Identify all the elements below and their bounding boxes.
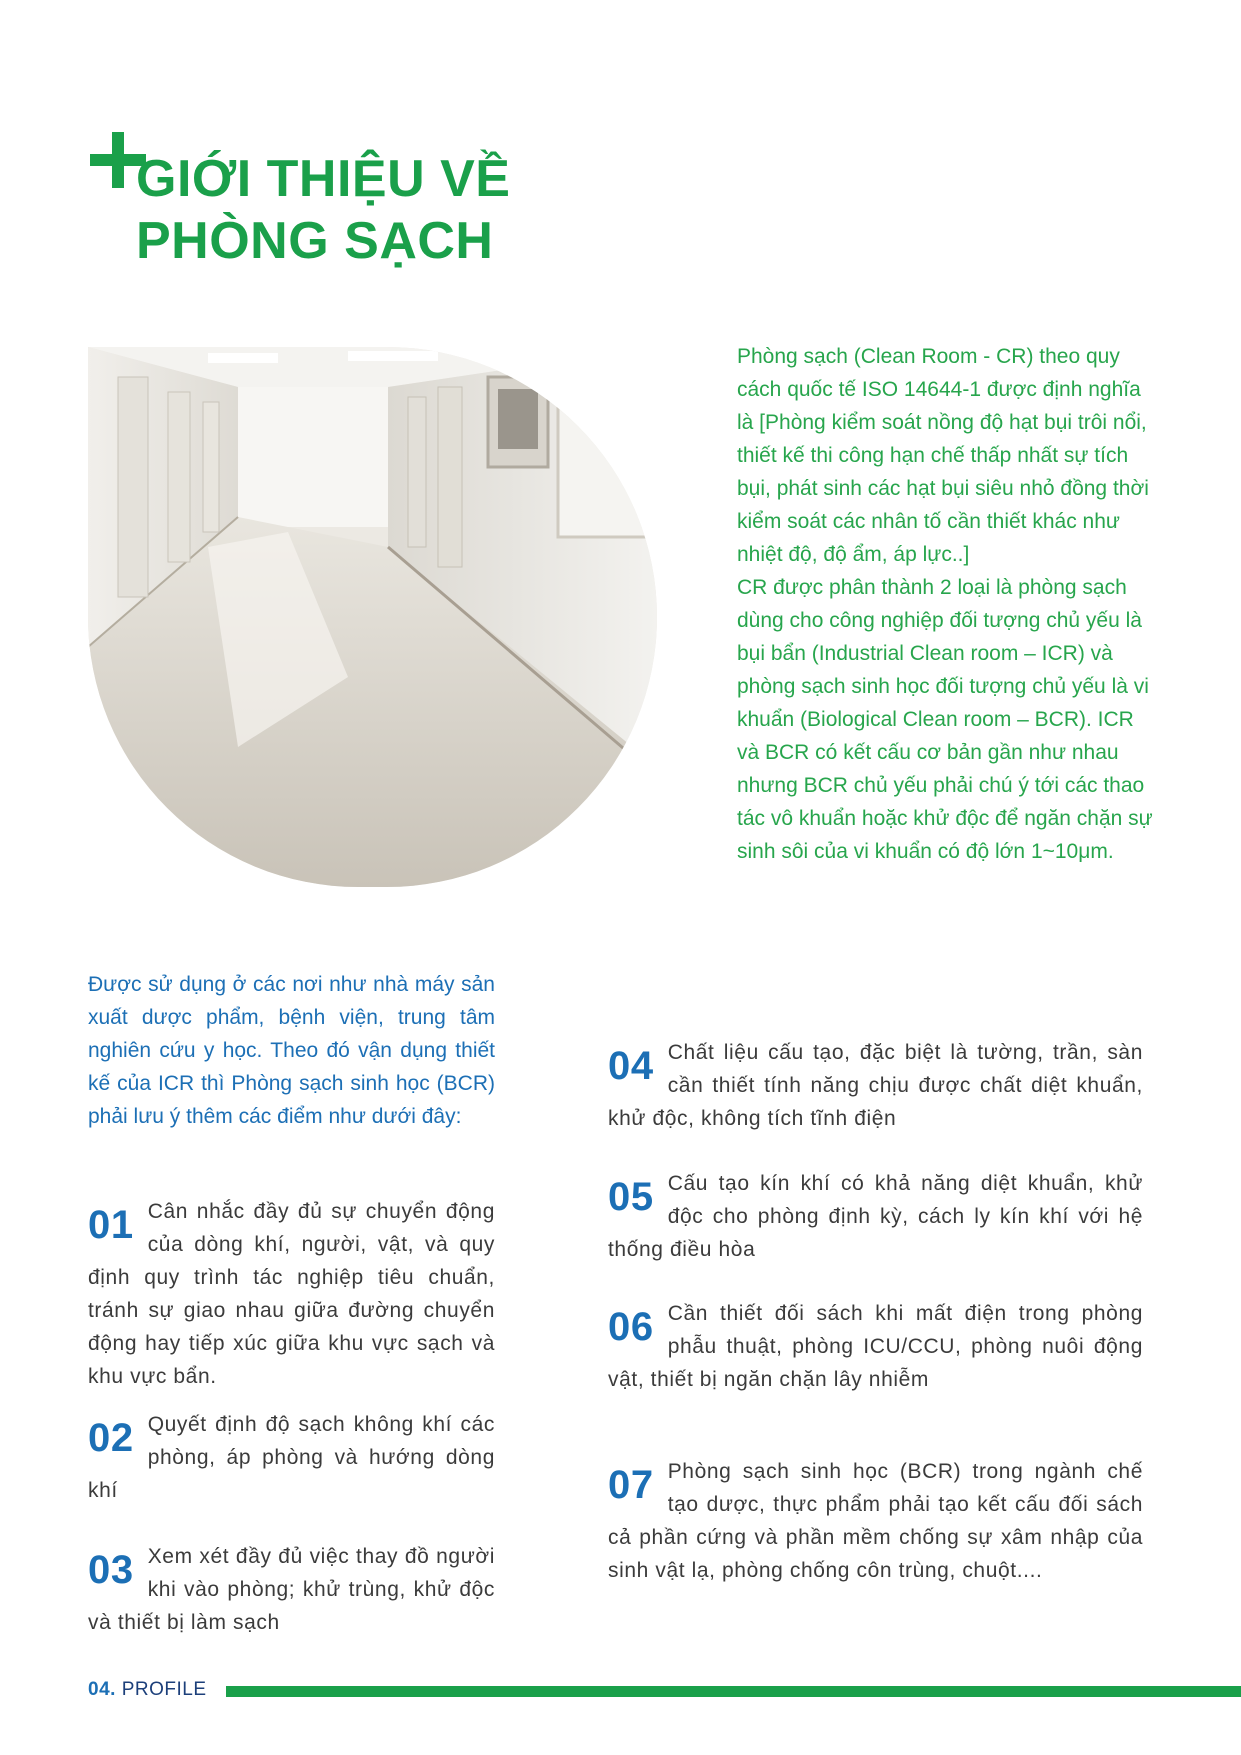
title-line-1: GIỚI THIỆU VỀ xyxy=(136,150,511,208)
list-item xyxy=(608,1455,1143,1587)
footer-label xyxy=(88,1679,207,1701)
item-number: 02 xyxy=(88,1416,134,1460)
intro-paragraph-1: Phòng sạch (Clean Room - CR) theo quy cách quốc tế ISO 14644-1 được định nghĩa là [Phòng kiểm soát nồng độ hạt bụi trôi nổi, thiết kế thi công hạn chế thấp nhất sự tích bụi, phát sinh các hạt bụi siêu nhỏ đồng thời kiểm soát các nhân tố cần thiết khác như nhiệt độ, độ ẩm, áp lực..] xyxy=(737,345,1149,566)
list-item xyxy=(88,1408,495,1507)
item-text: Cần thiết đối sách khi mất điện trong phòng phẫu thuật, phòng ICU/CCU, phòng nuôi động vật, thiết bị ngăn chặn lây nhiễm xyxy=(608,1302,1143,1391)
intro-paragraph-2: CR được phân thành 2 loại là phòng sạch dùng cho công nghiệp đối tượng chủ yếu là bụi bẩn (Industrial Clean room – ICR) và phòng sạch sinh học đối tượng chủ yếu là vi khuẩn (Biological Clean room – BCR). ICR và BCR có kết cấu cơ bản gần như nhau nhưng BCR chủ yếu phải chú ý tới các thao tác vô khuẩn hoặc khử độc để ngăn chặn sự sinh sôi của vi khuẩn có độ lớn 1~10μm. xyxy=(737,576,1153,863)
list-item xyxy=(608,1297,1143,1396)
page-title xyxy=(136,148,510,272)
cleanroom-corridor-photo xyxy=(88,347,657,887)
page-number: 04. xyxy=(88,1679,116,1700)
item-number: 01 xyxy=(88,1203,134,1247)
item-text: Cân nhắc đầy đủ sự chuyển động của dòng khí, người, vật, và quy định quy trình tác nghiệp tiêu chuẩn, tránh sự giao nhau giữa đường chuyển động hay tiếp xúc giữa khu vực sạch và khu vực bẩn. xyxy=(88,1200,495,1388)
footer-divider xyxy=(226,1686,1241,1697)
list-item xyxy=(88,1195,495,1393)
item-number: 04 xyxy=(608,1044,654,1088)
item-text: Xem xét đầy đủ việc thay đồ người khi vào phòng; khử trùng, khử độc và thiết bị làm sạch xyxy=(88,1545,495,1634)
list-item xyxy=(608,1036,1143,1135)
list-item xyxy=(88,1540,495,1639)
title-line-2: PHÒNG SẠCH xyxy=(136,212,494,270)
item-text: Cấu tạo kín khí có khả năng diệt khuẩn, khử độc cho phòng định kỳ, cách ly kín khí với hệ thống điều hòa xyxy=(608,1172,1143,1261)
usage-paragraph: Được sử dụng ở các nơi như nhà máy sản xuất dược phẩm, bệnh viện, trung tâm nghiên cứu y học. Theo đó vận dụng thiết kế của ICR thì Phòng sạch sinh học (BCR) phải lưu ý thêm các điểm như dưới đây: xyxy=(88,973,495,1128)
footer-profile-label: PROFILE xyxy=(121,1679,207,1700)
item-text: Chất liệu cấu tạo, đặc biệt là tường, trần, sàn cần thiết tính năng chịu được chất diệt khuẩn, khử độc, không tích tĩnh điện xyxy=(608,1041,1143,1130)
item-number: 07 xyxy=(608,1463,654,1507)
list-item xyxy=(608,1167,1143,1266)
intro-text xyxy=(737,340,1157,868)
item-number: 03 xyxy=(88,1548,134,1592)
item-text: Quyết định độ sạch không khí các phòng, áp phòng và hướng dòng khí xyxy=(88,1413,495,1502)
item-number: 06 xyxy=(608,1305,654,1349)
item-number: 05 xyxy=(608,1175,654,1219)
item-text: Phòng sạch sinh học (BCR) trong ngành chế tạo dược, thực phẩm phải tạo kết cấu đối sách cả phần cứng và phần mềm chống sự xâm nhập của sinh vật lạ, phòng chống côn trùng, chuột.... xyxy=(608,1460,1143,1582)
